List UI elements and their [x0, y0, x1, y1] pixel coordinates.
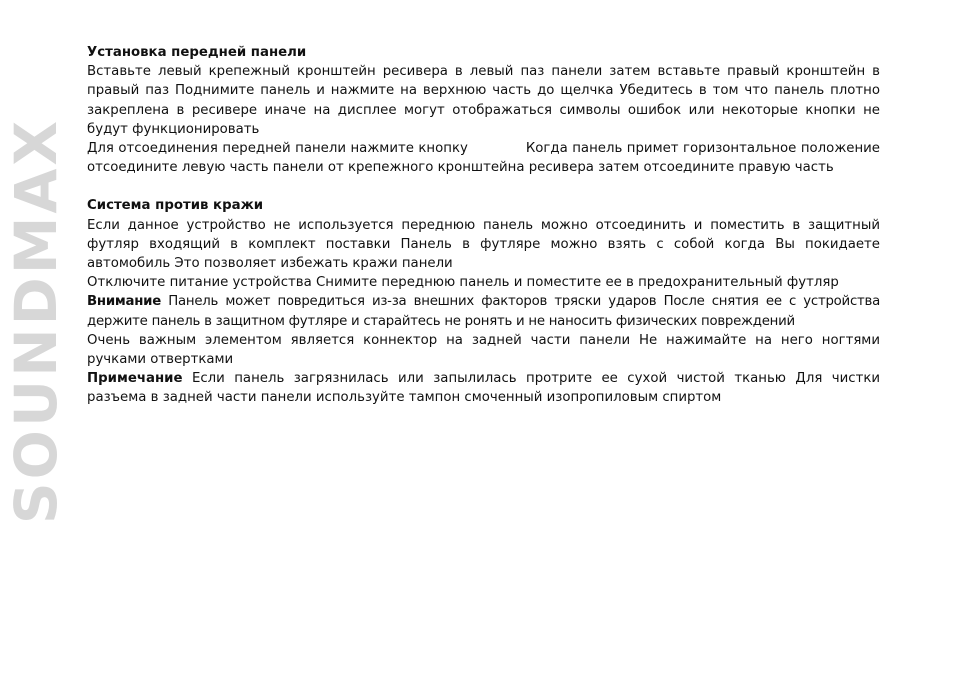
paragraph-note [87, 369, 880, 407]
paragraph-anti-theft: Если данное устройство не используется переднюю панель можно отсоединить и поместить в защитный футляр входящий в комплект поставки Панель в футляре можно взять с собой когда Вы покидаете автомобиль Это позволяет избежать кражи панели [87, 217, 880, 272]
paragraph-detach-panel [87, 139, 880, 177]
warning-text: Панель может повредиться из-за внешних факторов тряски ударов После снятия ее с устройства держите панель в защитном футляре и старайтесь не ронять и не наносить физических повреждений [87, 294, 880, 329]
paragraph-connector: Очень важным элементом является коннектор на задней части панели Не нажимайте на него ногтями ручками отвертками [87, 332, 880, 368]
paragraph-warning [87, 292, 880, 330]
paragraph-install-panel: Вставьте левый крепежный кронштейн ресивера в левый паз панели затем вставьте правый кронштейн в правый паз Поднимите панель и нажмите на верхнюю часть до щелчка Убедитесь в том что панель плотно закреплена в ресивере иначе на дисплее могут отображаться символы ошибок или некоторые кнопки не будут функционировать [87, 64, 880, 137]
paragraph-power-off: Отключите питание устройства Снимите переднюю панель и поместите ее в предохранительный футляр [87, 275, 839, 291]
section-title-front-panel: Установка передней панели [87, 45, 307, 60]
section-spacer [87, 177, 880, 196]
warning-label: Внимание [87, 294, 162, 310]
brand-logo-text: SOUNDMAX [2, 117, 70, 525]
section-title-anti-theft: Система против кражи [87, 198, 264, 214]
document-body [87, 43, 880, 408]
detach-text-before: Для отсоединения передней панели нажмите кнопку [87, 141, 468, 157]
brand-watermark [2, 43, 70, 599]
note-label: Примечание [87, 371, 183, 387]
note-text: Если панель загрязнилась или запылилась протрите ее сухой чистой тканью Для чистки разъема в задней части панели используйте тампон смоченный изопропиловым спиртом [87, 371, 880, 406]
detach-text-after: Когда панель примет горизонтальное положение отсоедините левую часть панели от крепежного кронштейна ресивера затем отсоедините правую часть [87, 141, 880, 176]
